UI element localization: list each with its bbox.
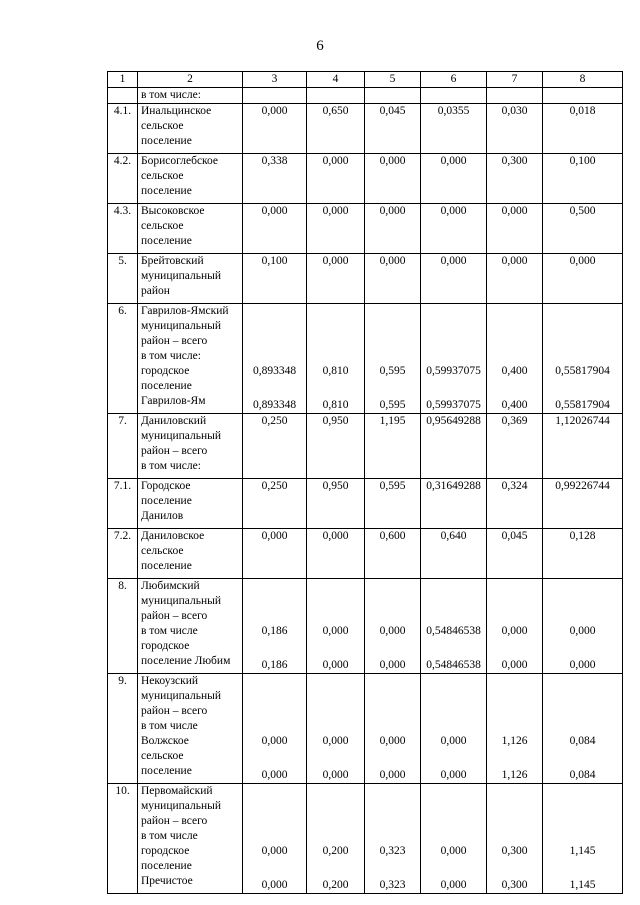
row-name-line: район (141, 285, 170, 297)
row-number: 9. (108, 674, 138, 784)
value-cell (421, 304, 487, 414)
value-cell: 0,369 (487, 414, 543, 479)
value-cell: 0,000 (421, 254, 487, 304)
value-cell: 0,000 (307, 529, 365, 579)
value-cell: 0,300 (487, 154, 543, 204)
value-total: 0,300 (501, 845, 528, 857)
value-cell (487, 88, 543, 104)
row-name-line: поселение (141, 560, 192, 572)
value-cell: 0,100 (243, 254, 307, 304)
value-cell (487, 674, 543, 784)
value-cell: 0,000 (365, 254, 421, 304)
row-name-line: Волжское (141, 735, 189, 747)
value-cell (365, 579, 421, 674)
value-total: 0,000 (261, 735, 288, 747)
value-cell (365, 304, 421, 414)
value-cell (243, 784, 307, 894)
value-cell (307, 784, 365, 894)
row-number: 7.2. (108, 529, 138, 579)
value-total: 0,000 (261, 845, 288, 857)
row-number: 4.2. (108, 154, 138, 204)
value-cell (365, 674, 421, 784)
row-number: 6. (108, 304, 138, 414)
value-cell (243, 88, 307, 104)
value-cell: 0,100 (543, 154, 623, 204)
row-name-line: сельское (141, 170, 184, 182)
row-name (138, 784, 243, 894)
row-name-line: Брейтовский (141, 255, 204, 267)
value-cell (243, 579, 307, 674)
value-subtotal: 0,000 (379, 659, 406, 671)
row-name (138, 414, 243, 479)
value-cell (243, 304, 307, 414)
value-cell (307, 579, 365, 674)
row-name-line: сельское (141, 545, 184, 557)
value-total: 1,126 (501, 735, 528, 747)
value-cell: 0,000 (543, 254, 623, 304)
value-total: 0,000 (501, 625, 528, 637)
value-total: 0,000 (569, 625, 596, 637)
table-row (108, 674, 623, 784)
row-name-line: муниципальный (141, 595, 222, 607)
table-row (108, 529, 623, 579)
row-name-line: Гаврилов-Ямский (141, 305, 229, 317)
row-name-line: поселение (141, 860, 192, 872)
value-cell: 0,000 (421, 204, 487, 254)
value-cell: 0,000 (421, 154, 487, 204)
row-name-line: район – всего (141, 445, 208, 457)
column-header: 5 (365, 72, 421, 88)
value-subtotal: 0,186 (261, 659, 288, 671)
row-number: 7.1. (108, 479, 138, 529)
table-row (108, 204, 623, 254)
row-number: 5. (108, 254, 138, 304)
value-cell (543, 304, 623, 414)
value-subtotal: 0,000 (322, 659, 349, 671)
row-name-line: в том числе (141, 625, 198, 637)
row-name-line: Городское (141, 480, 191, 492)
row-name-line: Даниловское (141, 530, 205, 542)
value-cell (421, 674, 487, 784)
table-row (108, 414, 623, 479)
row-name-line: район – всего (141, 335, 208, 347)
value-cell: 0,045 (365, 104, 421, 154)
row-number (108, 88, 138, 104)
row-name-line: городское (141, 845, 190, 857)
value-cell (421, 88, 487, 104)
row-name-line: поселение (141, 380, 192, 392)
value-subtotal: 1,126 (501, 769, 528, 781)
row-name-line: городское (141, 365, 190, 377)
value-cell: 0,018 (543, 104, 623, 154)
value-cell (487, 304, 543, 414)
value-total: 0,000 (379, 625, 406, 637)
row-name-line: в том числе: (141, 89, 201, 101)
value-total: 0,893348 (252, 365, 297, 377)
value-total: 0,400 (501, 365, 528, 377)
row-name-line: городское (141, 640, 190, 652)
value-cell: 0,650 (307, 104, 365, 154)
row-name-line: сельское (141, 120, 184, 132)
row-name-line: муниципальный (141, 690, 222, 702)
row-name-line: муниципальный (141, 320, 222, 332)
row-name-line: сельское (141, 750, 184, 762)
row-name (138, 479, 243, 529)
row-name-line: Борисоглебское (141, 155, 219, 167)
value-cell: 0,500 (543, 204, 623, 254)
value-cell: 0,000 (487, 254, 543, 304)
row-number: 7. (108, 414, 138, 479)
column-header: 4 (307, 72, 365, 88)
row-name-line: район – всего (141, 610, 208, 622)
value-cell: 0,000 (243, 104, 307, 154)
value-total: 0,59937075 (426, 365, 481, 377)
row-name-line: Даниловский (141, 415, 207, 427)
value-cell: 0,250 (243, 479, 307, 529)
column-header: 8 (543, 72, 623, 88)
value-cell (365, 88, 421, 104)
page-number: 6 (316, 38, 324, 54)
value-cell: 0,000 (307, 204, 365, 254)
value-cell (487, 579, 543, 674)
row-name-line: Высоковское (141, 205, 205, 217)
row-number: 8. (108, 579, 138, 674)
value-cell: 0,045 (487, 529, 543, 579)
value-total: 0,54846538 (426, 625, 481, 637)
value-total: 0,186 (261, 625, 288, 637)
value-cell: 0,324 (487, 479, 543, 529)
table-row (108, 254, 623, 304)
table-row (108, 579, 623, 674)
value-cell (543, 784, 623, 894)
value-total: 0,595 (379, 365, 406, 377)
value-cell: 0,250 (243, 414, 307, 479)
value-subtotal: 1,145 (569, 879, 596, 891)
value-total: 0,000 (322, 735, 349, 747)
value-subtotal: 0,200 (322, 879, 349, 891)
row-name-line: в том числе: (141, 460, 201, 472)
value-subtotal: 0,59937075 (426, 399, 481, 411)
table-row (108, 479, 623, 529)
data-table (107, 71, 623, 894)
value-subtotal: 0,000 (501, 659, 528, 671)
value-cell: 0,000 (487, 204, 543, 254)
table-row (108, 154, 623, 204)
value-subtotal: 0,000 (261, 769, 288, 781)
row-name-line: поселение (141, 235, 192, 247)
row-name-line: в том числе: (141, 350, 201, 362)
row-name (138, 154, 243, 204)
value-total: 0,000 (440, 735, 467, 747)
row-name (138, 529, 243, 579)
value-cell: 0,950 (307, 479, 365, 529)
row-name-line: муниципальный (141, 800, 222, 812)
value-total: 1,145 (569, 845, 596, 857)
row-name-line: Первомайский (141, 785, 213, 797)
row-name-line: сельское (141, 220, 184, 232)
table-row (108, 104, 623, 154)
value-subtotal: 0,000 (569, 659, 596, 671)
row-name (138, 254, 243, 304)
row-number: 10. (108, 784, 138, 894)
value-cell: 1,12026744 (543, 414, 623, 479)
row-name-line: Гаврилов-Ям (141, 395, 206, 407)
value-total: 0,810 (322, 365, 349, 377)
value-cell (307, 674, 365, 784)
value-subtotal: 0,000 (379, 769, 406, 781)
value-subtotal: 0,323 (379, 879, 406, 891)
value-subtotal: 0,595 (379, 399, 406, 411)
value-cell: 0,000 (365, 154, 421, 204)
row-name-line: Данилов (141, 510, 184, 522)
value-cell: 0,95649288 (421, 414, 487, 479)
value-cell (421, 579, 487, 674)
row-name (138, 204, 243, 254)
value-cell: 0,000 (307, 154, 365, 204)
value-cell (543, 579, 623, 674)
row-name-line: район – всего (141, 705, 208, 717)
value-cell: 0,950 (307, 414, 365, 479)
value-cell: 0,030 (487, 104, 543, 154)
value-subtotal: 0,000 (322, 769, 349, 781)
value-cell (543, 674, 623, 784)
value-subtotal: 0,893348 (252, 399, 297, 411)
value-cell: 0,000 (307, 254, 365, 304)
value-total: 0,323 (379, 845, 406, 857)
value-subtotal: 0,54846538 (426, 659, 481, 671)
row-name-line: в том числе (141, 830, 198, 842)
value-cell (307, 88, 365, 104)
table-row (108, 784, 623, 894)
value-subtotal: 0,300 (501, 879, 528, 891)
value-cell: 0,99226744 (543, 479, 623, 529)
value-cell: 0,595 (365, 479, 421, 529)
row-name-line: Некоузский (141, 675, 199, 687)
table-header-row (108, 72, 623, 88)
value-total: 0,000 (440, 845, 467, 857)
column-header: 1 (108, 72, 138, 88)
row-name-line: муниципальный (141, 270, 222, 282)
value-cell: 0,338 (243, 154, 307, 204)
row-name-line: поселение (141, 765, 192, 777)
value-total: 0,200 (322, 845, 349, 857)
column-header: 3 (243, 72, 307, 88)
value-total: 0,084 (569, 735, 596, 747)
column-header: 6 (421, 72, 487, 88)
column-header: 7 (487, 72, 543, 88)
row-name-line: поселение (141, 185, 192, 197)
value-cell: 0,000 (243, 529, 307, 579)
value-subtotal: 0,000 (261, 879, 288, 891)
value-subtotal: 0,084 (569, 769, 596, 781)
value-cell (487, 784, 543, 894)
row-name (138, 579, 243, 674)
value-subtotal: 0,810 (322, 399, 349, 411)
value-cell (365, 784, 421, 894)
table-row (108, 88, 623, 104)
row-name-line: поселение (141, 135, 192, 147)
value-cell (243, 674, 307, 784)
value-cell (543, 88, 623, 104)
row-name-line: Любимский (141, 580, 200, 592)
row-name (138, 88, 243, 104)
value-total: 0,55817904 (555, 365, 610, 377)
row-name-line: в том числе (141, 720, 198, 732)
column-header: 2 (138, 72, 243, 88)
row-name-line: Пречистое (141, 875, 193, 887)
value-cell: 0,000 (365, 204, 421, 254)
value-cell (307, 304, 365, 414)
value-cell: 0,000 (243, 204, 307, 254)
row-number: 4.1. (108, 104, 138, 154)
value-total: 0,000 (379, 735, 406, 747)
value-cell: 0,128 (543, 529, 623, 579)
row-name (138, 304, 243, 414)
value-cell: 0,640 (421, 529, 487, 579)
row-name (138, 674, 243, 784)
row-name-line: поселение Любим (141, 655, 231, 667)
row-name-line: поселение (141, 495, 192, 507)
value-subtotal: 0,400 (501, 399, 528, 411)
value-cell: 0,0355 (421, 104, 487, 154)
value-subtotal: 0,000 (440, 879, 467, 891)
row-name-line: муниципальный (141, 430, 222, 442)
value-cell: 1,195 (365, 414, 421, 479)
row-name-line: Инальцинское (141, 105, 212, 117)
row-number: 4.3. (108, 204, 138, 254)
value-cell: 0,31649288 (421, 479, 487, 529)
row-name-line: район – всего (141, 815, 208, 827)
value-subtotal: 0,55817904 (555, 399, 610, 411)
value-total: 0,000 (322, 625, 349, 637)
value-subtotal: 0,000 (440, 769, 467, 781)
table-row (108, 304, 623, 414)
row-name (138, 104, 243, 154)
value-cell: 0,600 (365, 529, 421, 579)
value-cell (421, 784, 487, 894)
